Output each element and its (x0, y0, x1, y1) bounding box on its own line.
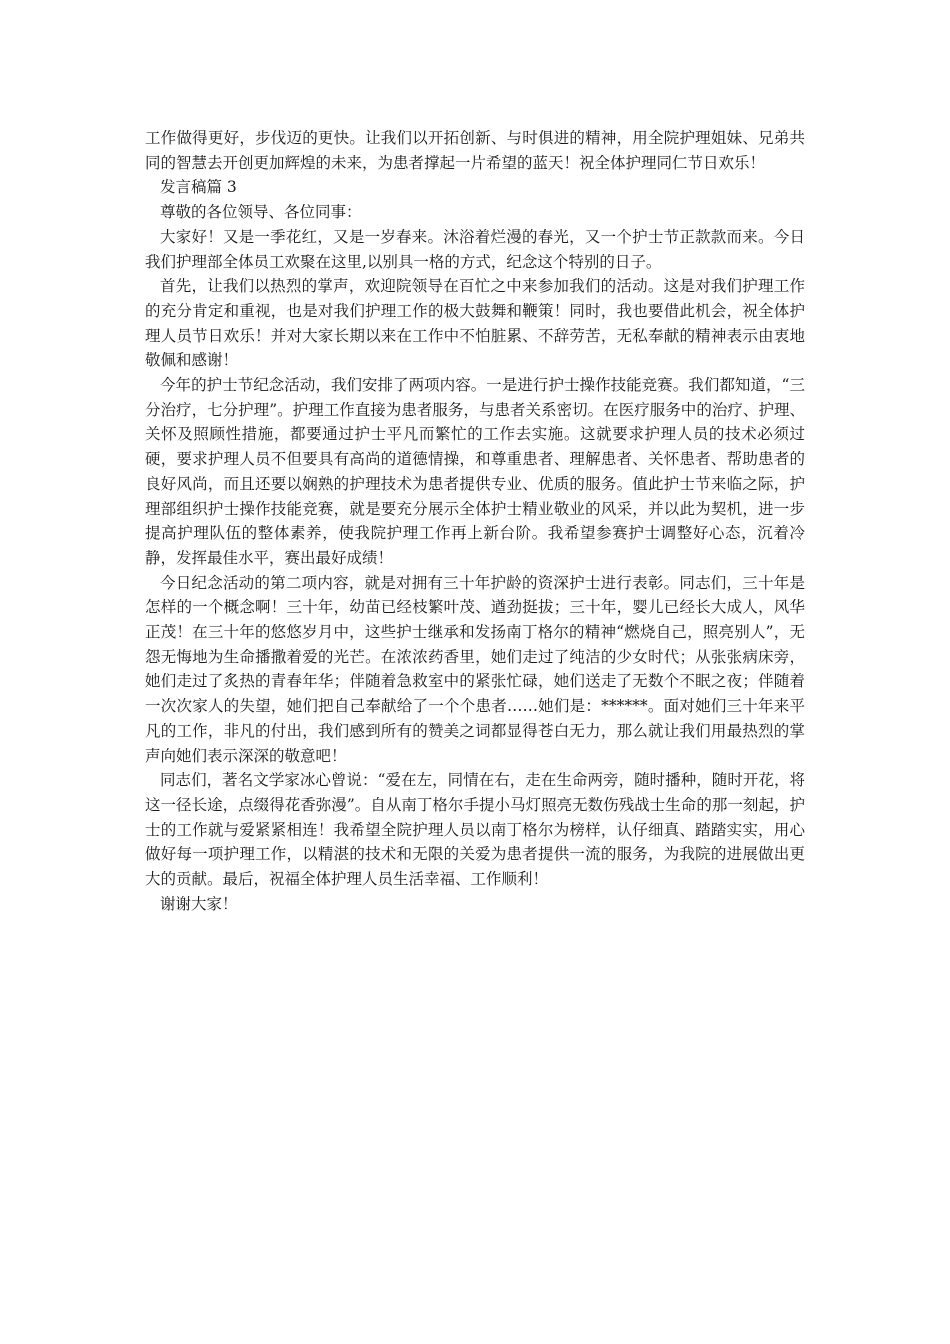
document-body (145, 126, 805, 917)
paragraph-closing-previous: 工作做得更好，步伐迈的更快。让我们以开拓创新、与时俱进的精神，用全院护理姐妹、兄弟共同的智慧去开创更加辉煌的未来，为患者撑起一片希望的蓝天！祝全体护理同仁节日欢乐！ (145, 129, 805, 172)
section-heading: 发言稿篇 3 (160, 178, 237, 197)
paragraph-welcome: 首先，让我们以热烈的掌声，欢迎院领导在百忙之中来参加我们的活动。这是对我们护理工作的充分肯定和重视，也是对我们护理工作的极大鼓舞和鞭策！同时，我也要借此机会，祝全体护理人员节日欢乐！并对大家长期以来在工作中不怕脏累、不辞劳苦，无私奉献的精神表示由衷地敬佩和感谢！ (145, 277, 805, 370)
paragraph-veteran-nurses: 今日纪念活动的第二项内容，就是对拥有三十年护龄的资深护士进行表彰。同志们，三十年是怎样的一个概念啊！三十年，幼苗已经枝繁叶茂、遒劲挺拔；三十年，婴儿已经长大成人，风华正茂！在三十年的悠悠岁月中，这些护士继承和发扬南丁格尔的精神“燃烧自己，照亮别人”，无怨无悔地为生命播撒着爱的光芒。在浓浓药香里，她们走过了纯洁的少女时代；从张张病床旁，她们走过了炙热的青春年华；伴随着急救室中的紧张忙碌，她们送走了无数个不眠之夜；伴随着一次次家人的失望，她们把自己奉献给了一个个患者……她们是：******。面对她们三十年来平凡的工作，非凡的付出，我们感到所有的赞美之词都显得苍白无力，那么就让我们用最热烈的掌声向她们表示深深的敬意吧！ (145, 573, 805, 765)
paragraph-skills-competition: 今年的护士节纪念活动，我们安排了两项内容。一是进行护士操作技能竞赛。我们都知道，“三分治疗，七分护理”。护理工作直接为患者服务，与患者关系密切。在医疗服务中的治疗、护理、关怀及照顾性措施，都要通过护士平凡而繁忙的工作去实施。这就要求护理人员的技术必须过硬，要求护理人员不但要具有高尚的道德情操，和尊重患者、理解患者、关怀患者、帮助患者的良好风尚，而且还要以娴熟的护理技术为患者提供专业、优质的服务。值此护士节来临之际，护理部组织护士操作技能竞赛，就是要充分展示全体护士精业敬业的风采，并以此为契机，进一步提高护理队伍的整体素养，使我院护理工作再上新台阶。我希望参赛护士调整好心态，沉着冷静，发挥最佳水平，赛出最好成绩！ (145, 376, 805, 567)
paragraph-greeting: 大家好！又是一季花红，又是一岁春来。沐浴着烂漫的春光，又一个护士节正款款而来。今日我们护理部全体员工欢聚在这里,以别具一格的方式，纪念这个特别的日子。 (145, 227, 805, 271)
salutation: 尊敬的各位领导、各位同事： (160, 203, 362, 222)
paragraph-conclusion: 同志们，著名文学家冰心曾说：“爱在左，同情在右，走在生命两旁，随时播种，随时开花，将这一径长途，点缀得花香弥漫”。自从南丁格尔手提小马灯照亮无数伤残战士生命的那一刻起，护士的工作就与爱紧紧相连！我希望全院护理人员以南丁格尔为榜样，认仔细真、踏踏实实，用心做好每一项护理工作，以精湛的技术和无限的关爱为患者提供一流的服务，为我院的进展做出更大的贡献。最后，祝福全体护理人员生活幸福、工作顺利！ (145, 771, 805, 889)
thanks-line: 谢谢大家！ (160, 894, 238, 913)
